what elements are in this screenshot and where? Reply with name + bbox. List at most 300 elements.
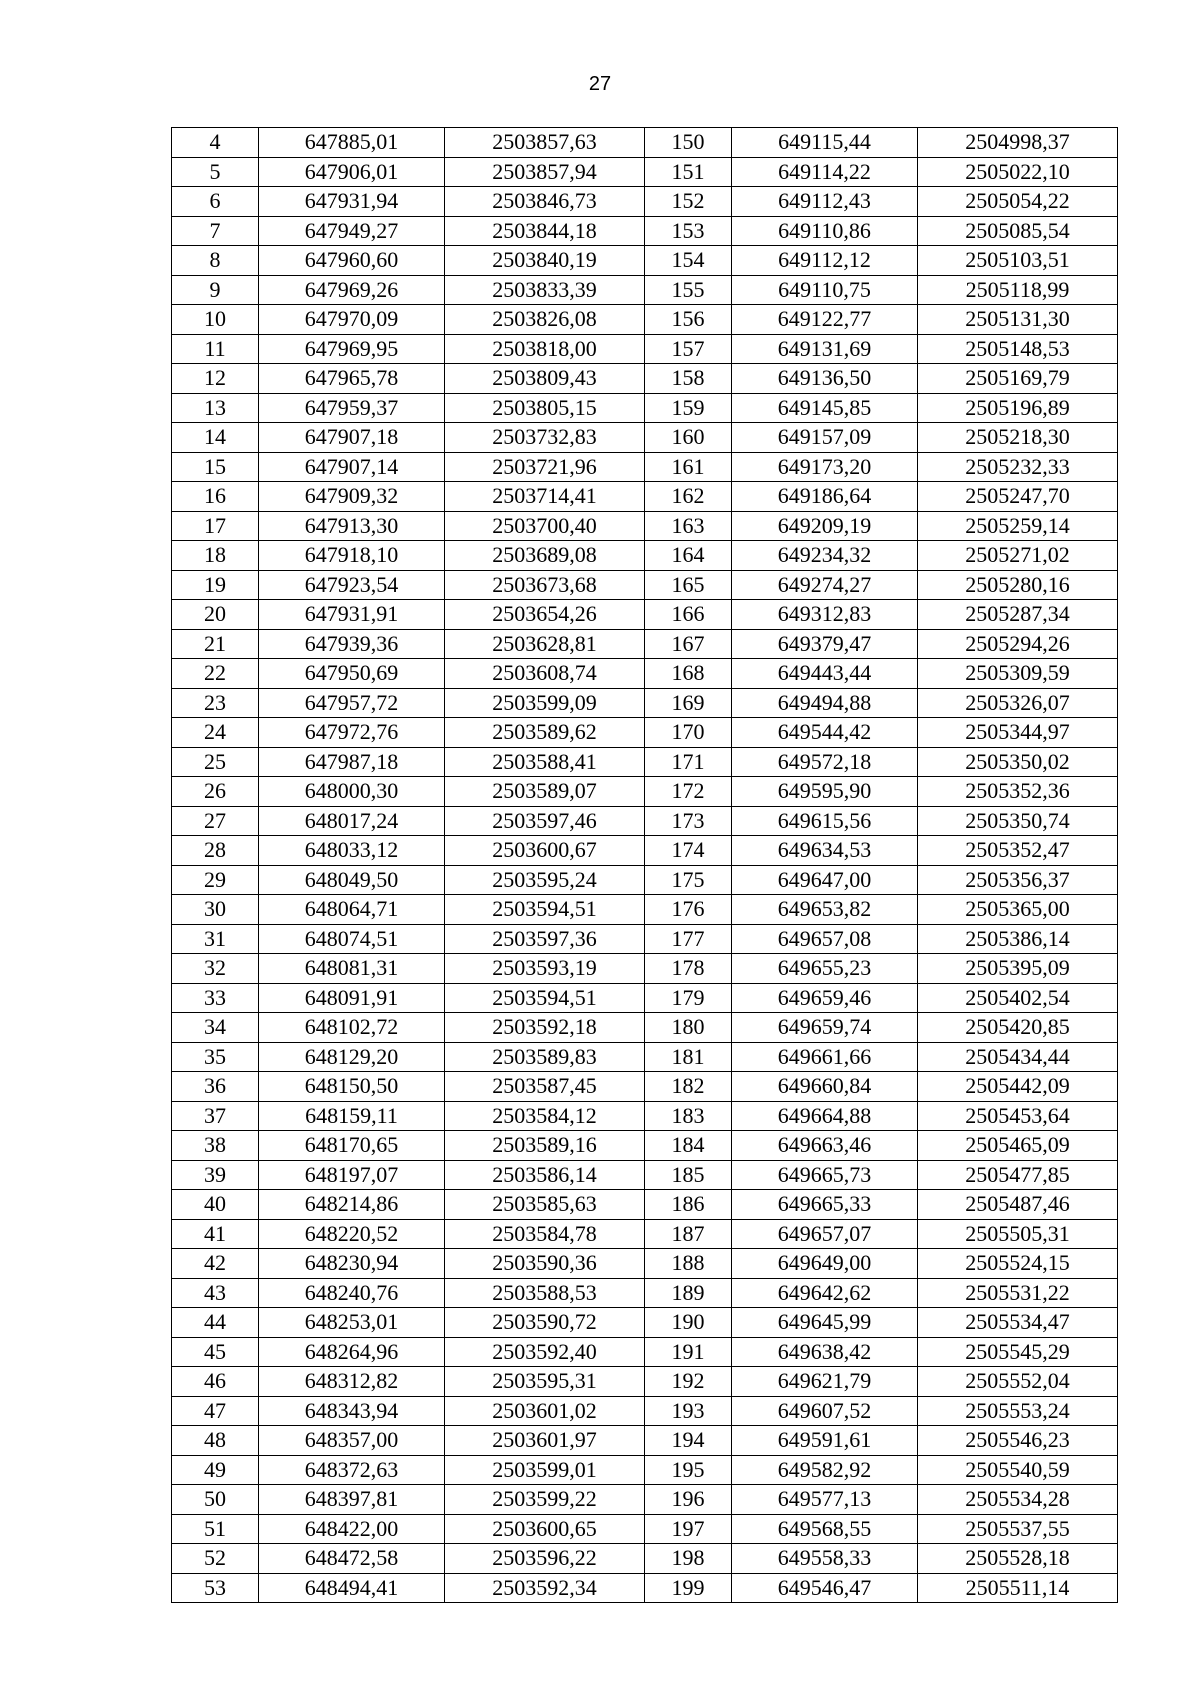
- left-x-coordinate-cell: 648159,11: [259, 1101, 445, 1131]
- right-y-coordinate-cell: 2505247,70: [918, 482, 1118, 512]
- right-x-coordinate-cell: 649577,13: [732, 1485, 918, 1515]
- left-x-coordinate-cell: 647972,76: [259, 718, 445, 748]
- right-y-coordinate-cell: 2505350,74: [918, 806, 1118, 836]
- right-point-number-cell: 188: [645, 1249, 732, 1279]
- table-row: [172, 688, 1118, 718]
- right-y-coordinate-cell: 2505271,02: [918, 541, 1118, 571]
- right-y-coordinate-cell: 2505022,10: [918, 157, 1118, 187]
- right-x-coordinate-cell: 649659,74: [732, 1013, 918, 1043]
- right-x-coordinate-cell: 649110,86: [732, 216, 918, 246]
- table-row: [172, 1514, 1118, 1544]
- right-y-coordinate-cell: 2505528,18: [918, 1544, 1118, 1574]
- right-x-coordinate-cell: 649638,42: [732, 1337, 918, 1367]
- left-x-coordinate-cell: 647957,72: [259, 688, 445, 718]
- right-y-coordinate-cell: 2505453,64: [918, 1101, 1118, 1131]
- coordinates-table: [171, 127, 1118, 1603]
- left-y-coordinate-cell: 2503590,72: [445, 1308, 645, 1338]
- left-y-coordinate-cell: 2503592,40: [445, 1337, 645, 1367]
- left-point-number-cell: 5: [172, 157, 259, 187]
- right-point-number-cell: 182: [645, 1072, 732, 1102]
- right-point-number-cell: 184: [645, 1131, 732, 1161]
- right-x-coordinate-cell: 649665,33: [732, 1190, 918, 1220]
- right-x-coordinate-cell: 649112,12: [732, 246, 918, 276]
- left-y-coordinate-cell: 2503857,63: [445, 128, 645, 158]
- left-x-coordinate-cell: 648049,50: [259, 865, 445, 895]
- left-x-coordinate-cell: 648312,82: [259, 1367, 445, 1397]
- left-x-coordinate-cell: 648494,41: [259, 1573, 445, 1603]
- right-x-coordinate-cell: 649647,00: [732, 865, 918, 895]
- left-x-coordinate-cell: 647959,37: [259, 393, 445, 423]
- right-x-coordinate-cell: 649653,82: [732, 895, 918, 925]
- table-row: [172, 895, 1118, 925]
- table-row: [172, 718, 1118, 748]
- left-y-coordinate-cell: 2503732,83: [445, 423, 645, 453]
- left-x-coordinate-cell: 647960,60: [259, 246, 445, 276]
- left-x-coordinate-cell: 648081,31: [259, 954, 445, 984]
- table-row: [172, 1485, 1118, 1515]
- left-x-coordinate-cell: 648422,00: [259, 1514, 445, 1544]
- left-y-coordinate-cell: 2503601,97: [445, 1426, 645, 1456]
- right-x-coordinate-cell: 649379,47: [732, 629, 918, 659]
- right-point-number-cell: 172: [645, 777, 732, 807]
- table-row: [172, 1190, 1118, 1220]
- table-row: [172, 511, 1118, 541]
- right-x-coordinate-cell: 649209,19: [732, 511, 918, 541]
- right-point-number-cell: 165: [645, 570, 732, 600]
- left-point-number-cell: 30: [172, 895, 259, 925]
- left-y-coordinate-cell: 2503595,24: [445, 865, 645, 895]
- right-x-coordinate-cell: 649114,22: [732, 157, 918, 187]
- left-x-coordinate-cell: 647918,10: [259, 541, 445, 571]
- right-point-number-cell: 156: [645, 305, 732, 335]
- right-x-coordinate-cell: 649157,09: [732, 423, 918, 453]
- table-row: [172, 393, 1118, 423]
- right-point-number-cell: 197: [645, 1514, 732, 1544]
- left-y-coordinate-cell: 2503600,65: [445, 1514, 645, 1544]
- right-point-number-cell: 176: [645, 895, 732, 925]
- left-x-coordinate-cell: 648064,71: [259, 895, 445, 925]
- left-x-coordinate-cell: 647907,14: [259, 452, 445, 482]
- right-point-number-cell: 169: [645, 688, 732, 718]
- right-y-coordinate-cell: 2505294,26: [918, 629, 1118, 659]
- right-x-coordinate-cell: 649645,99: [732, 1308, 918, 1338]
- left-point-number-cell: 51: [172, 1514, 259, 1544]
- right-x-coordinate-cell: 649558,33: [732, 1544, 918, 1574]
- table-row: [172, 423, 1118, 453]
- left-y-coordinate-cell: 2503589,62: [445, 718, 645, 748]
- left-x-coordinate-cell: 647969,95: [259, 334, 445, 364]
- table-row: [172, 1455, 1118, 1485]
- left-y-coordinate-cell: 2503588,41: [445, 747, 645, 777]
- left-point-number-cell: 10: [172, 305, 259, 335]
- right-x-coordinate-cell: 649615,56: [732, 806, 918, 836]
- right-point-number-cell: 179: [645, 983, 732, 1013]
- right-x-coordinate-cell: 649607,52: [732, 1396, 918, 1426]
- right-y-coordinate-cell: 2505395,09: [918, 954, 1118, 984]
- left-y-coordinate-cell: 2503600,67: [445, 836, 645, 866]
- right-point-number-cell: 163: [645, 511, 732, 541]
- table-row: [172, 1131, 1118, 1161]
- right-x-coordinate-cell: 649112,43: [732, 187, 918, 217]
- right-y-coordinate-cell: 2505534,28: [918, 1485, 1118, 1515]
- left-point-number-cell: 17: [172, 511, 259, 541]
- right-point-number-cell: 189: [645, 1278, 732, 1308]
- right-y-coordinate-cell: 2505524,15: [918, 1249, 1118, 1279]
- left-x-coordinate-cell: 648074,51: [259, 924, 445, 954]
- left-x-coordinate-cell: 647939,36: [259, 629, 445, 659]
- right-y-coordinate-cell: 2505169,79: [918, 364, 1118, 394]
- right-y-coordinate-cell: 2505531,22: [918, 1278, 1118, 1308]
- table-row: [172, 452, 1118, 482]
- right-point-number-cell: 199: [645, 1573, 732, 1603]
- left-y-coordinate-cell: 2503857,94: [445, 157, 645, 187]
- table-row: [172, 1573, 1118, 1603]
- left-x-coordinate-cell: 648230,94: [259, 1249, 445, 1279]
- right-x-coordinate-cell: 649649,00: [732, 1249, 918, 1279]
- left-point-number-cell: 13: [172, 393, 259, 423]
- table-row: [172, 777, 1118, 807]
- right-y-coordinate-cell: 2505350,02: [918, 747, 1118, 777]
- table-row: [172, 1042, 1118, 1072]
- left-y-coordinate-cell: 2503818,00: [445, 334, 645, 364]
- right-y-coordinate-cell: 2505540,59: [918, 1455, 1118, 1485]
- left-point-number-cell: 48: [172, 1426, 259, 1456]
- right-y-coordinate-cell: 2505131,30: [918, 305, 1118, 335]
- left-y-coordinate-cell: 2503721,96: [445, 452, 645, 482]
- left-y-coordinate-cell: 2503589,83: [445, 1042, 645, 1072]
- right-x-coordinate-cell: 649312,83: [732, 600, 918, 630]
- right-x-coordinate-cell: 649621,79: [732, 1367, 918, 1397]
- right-y-coordinate-cell: 2505196,89: [918, 393, 1118, 423]
- left-point-number-cell: 26: [172, 777, 259, 807]
- left-point-number-cell: 44: [172, 1308, 259, 1338]
- table-row: [172, 659, 1118, 689]
- table-row: [172, 954, 1118, 984]
- left-y-coordinate-cell: 2503592,18: [445, 1013, 645, 1043]
- right-point-number-cell: 175: [645, 865, 732, 895]
- coordinates-table-body: [172, 128, 1118, 1603]
- left-point-number-cell: 33: [172, 983, 259, 1013]
- left-point-number-cell: 19: [172, 570, 259, 600]
- right-y-coordinate-cell: 2505386,14: [918, 924, 1118, 954]
- left-point-number-cell: 6: [172, 187, 259, 217]
- left-point-number-cell: 52: [172, 1544, 259, 1574]
- left-point-number-cell: 39: [172, 1160, 259, 1190]
- left-y-coordinate-cell: 2503597,46: [445, 806, 645, 836]
- right-y-coordinate-cell: 2505545,29: [918, 1337, 1118, 1367]
- table-row: [172, 836, 1118, 866]
- left-x-coordinate-cell: 648472,58: [259, 1544, 445, 1574]
- left-point-number-cell: 28: [172, 836, 259, 866]
- right-point-number-cell: 190: [645, 1308, 732, 1338]
- table-row: [172, 157, 1118, 187]
- right-x-coordinate-cell: 649131,69: [732, 334, 918, 364]
- left-point-number-cell: 53: [172, 1573, 259, 1603]
- left-x-coordinate-cell: 648220,52: [259, 1219, 445, 1249]
- left-point-number-cell: 16: [172, 482, 259, 512]
- right-point-number-cell: 191: [645, 1337, 732, 1367]
- left-x-coordinate-cell: 647907,18: [259, 423, 445, 453]
- right-y-coordinate-cell: 2505511,14: [918, 1573, 1118, 1603]
- table-row: [172, 806, 1118, 836]
- left-x-coordinate-cell: 647950,69: [259, 659, 445, 689]
- left-point-number-cell: 15: [172, 452, 259, 482]
- right-x-coordinate-cell: 649568,55: [732, 1514, 918, 1544]
- right-point-number-cell: 162: [645, 482, 732, 512]
- left-y-coordinate-cell: 2503714,41: [445, 482, 645, 512]
- left-point-number-cell: 47: [172, 1396, 259, 1426]
- right-point-number-cell: 155: [645, 275, 732, 305]
- right-y-coordinate-cell: 2505287,34: [918, 600, 1118, 630]
- left-y-coordinate-cell: 2503587,45: [445, 1072, 645, 1102]
- left-x-coordinate-cell: 647987,18: [259, 747, 445, 777]
- table-row: [172, 246, 1118, 276]
- right-x-coordinate-cell: 649663,46: [732, 1131, 918, 1161]
- left-point-number-cell: 50: [172, 1485, 259, 1515]
- left-x-coordinate-cell: 648129,20: [259, 1042, 445, 1072]
- right-y-coordinate-cell: 2505553,24: [918, 1396, 1118, 1426]
- left-y-coordinate-cell: 2503595,31: [445, 1367, 645, 1397]
- right-point-number-cell: 194: [645, 1426, 732, 1456]
- table-row: [172, 216, 1118, 246]
- table-row: [172, 629, 1118, 659]
- table-row: [172, 570, 1118, 600]
- left-point-number-cell: 37: [172, 1101, 259, 1131]
- right-x-coordinate-cell: 649173,20: [732, 452, 918, 482]
- left-point-number-cell: 32: [172, 954, 259, 984]
- table-row: [172, 482, 1118, 512]
- left-point-number-cell: 4: [172, 128, 259, 158]
- left-y-coordinate-cell: 2503594,51: [445, 983, 645, 1013]
- right-y-coordinate-cell: 2505259,14: [918, 511, 1118, 541]
- left-y-coordinate-cell: 2503596,22: [445, 1544, 645, 1574]
- right-point-number-cell: 174: [645, 836, 732, 866]
- right-x-coordinate-cell: 649443,44: [732, 659, 918, 689]
- right-y-coordinate-cell: 2505309,59: [918, 659, 1118, 689]
- left-point-number-cell: 45: [172, 1337, 259, 1367]
- right-x-coordinate-cell: 649122,77: [732, 305, 918, 335]
- table-row: [172, 600, 1118, 630]
- right-point-number-cell: 198: [645, 1544, 732, 1574]
- left-point-number-cell: 23: [172, 688, 259, 718]
- right-y-coordinate-cell: 2505552,04: [918, 1367, 1118, 1397]
- right-x-coordinate-cell: 649274,27: [732, 570, 918, 600]
- table-row: [172, 1101, 1118, 1131]
- page-number: 27: [588, 73, 612, 95]
- table-row: [172, 364, 1118, 394]
- right-x-coordinate-cell: 649655,23: [732, 954, 918, 984]
- table-row: [172, 1013, 1118, 1043]
- right-point-number-cell: 193: [645, 1396, 732, 1426]
- right-point-number-cell: 166: [645, 600, 732, 630]
- left-point-number-cell: 31: [172, 924, 259, 954]
- right-y-coordinate-cell: 2505402,54: [918, 983, 1118, 1013]
- left-x-coordinate-cell: 647923,54: [259, 570, 445, 600]
- table-row: [172, 275, 1118, 305]
- left-x-coordinate-cell: 648150,50: [259, 1072, 445, 1102]
- right-y-coordinate-cell: 2505054,22: [918, 187, 1118, 217]
- right-y-coordinate-cell: 2505465,09: [918, 1131, 1118, 1161]
- right-point-number-cell: 178: [645, 954, 732, 984]
- left-point-number-cell: 24: [172, 718, 259, 748]
- left-y-coordinate-cell: 2503588,53: [445, 1278, 645, 1308]
- right-point-number-cell: 168: [645, 659, 732, 689]
- left-y-coordinate-cell: 2503826,08: [445, 305, 645, 335]
- table-row: [172, 1426, 1118, 1456]
- right-y-coordinate-cell: 2505218,30: [918, 423, 1118, 453]
- left-x-coordinate-cell: 648033,12: [259, 836, 445, 866]
- right-y-coordinate-cell: 2505546,23: [918, 1426, 1118, 1456]
- left-x-coordinate-cell: 647885,01: [259, 128, 445, 158]
- left-point-number-cell: 29: [172, 865, 259, 895]
- right-point-number-cell: 192: [645, 1367, 732, 1397]
- right-x-coordinate-cell: 649657,08: [732, 924, 918, 954]
- left-y-coordinate-cell: 2503601,02: [445, 1396, 645, 1426]
- right-y-coordinate-cell: 2505356,37: [918, 865, 1118, 895]
- table-row: [172, 747, 1118, 777]
- table-row: [172, 924, 1118, 954]
- left-point-number-cell: 36: [172, 1072, 259, 1102]
- left-x-coordinate-cell: 648091,91: [259, 983, 445, 1013]
- right-point-number-cell: 195: [645, 1455, 732, 1485]
- table-row: [172, 1278, 1118, 1308]
- left-point-number-cell: 14: [172, 423, 259, 453]
- right-y-coordinate-cell: 2505442,09: [918, 1072, 1118, 1102]
- table-row: [172, 128, 1118, 158]
- right-x-coordinate-cell: 649186,64: [732, 482, 918, 512]
- table-row: [172, 541, 1118, 571]
- left-x-coordinate-cell: 648253,01: [259, 1308, 445, 1338]
- left-y-coordinate-cell: 2503593,19: [445, 954, 645, 984]
- left-point-number-cell: 46: [172, 1367, 259, 1397]
- left-x-coordinate-cell: 648264,96: [259, 1337, 445, 1367]
- left-y-coordinate-cell: 2503833,39: [445, 275, 645, 305]
- left-point-number-cell: 27: [172, 806, 259, 836]
- left-y-coordinate-cell: 2503590,36: [445, 1249, 645, 1279]
- right-point-number-cell: 183: [645, 1101, 732, 1131]
- right-point-number-cell: 177: [645, 924, 732, 954]
- right-x-coordinate-cell: 649595,90: [732, 777, 918, 807]
- left-y-coordinate-cell: 2503673,68: [445, 570, 645, 600]
- right-y-coordinate-cell: 2505487,46: [918, 1190, 1118, 1220]
- right-x-coordinate-cell: 649642,62: [732, 1278, 918, 1308]
- left-y-coordinate-cell: 2503628,81: [445, 629, 645, 659]
- table-row: [172, 865, 1118, 895]
- left-y-coordinate-cell: 2503584,78: [445, 1219, 645, 1249]
- left-point-number-cell: 40: [172, 1190, 259, 1220]
- left-x-coordinate-cell: 648102,72: [259, 1013, 445, 1043]
- right-x-coordinate-cell: 649572,18: [732, 747, 918, 777]
- left-point-number-cell: 41: [172, 1219, 259, 1249]
- left-y-coordinate-cell: 2503689,08: [445, 541, 645, 571]
- right-point-number-cell: 171: [645, 747, 732, 777]
- right-x-coordinate-cell: 649582,92: [732, 1455, 918, 1485]
- left-x-coordinate-cell: 648197,07: [259, 1160, 445, 1190]
- left-y-coordinate-cell: 2503597,36: [445, 924, 645, 954]
- left-y-coordinate-cell: 2503844,18: [445, 216, 645, 246]
- left-x-coordinate-cell: 648214,86: [259, 1190, 445, 1220]
- table-row: [172, 1308, 1118, 1338]
- right-x-coordinate-cell: 649234,32: [732, 541, 918, 571]
- right-point-number-cell: 160: [645, 423, 732, 453]
- right-point-number-cell: 196: [645, 1485, 732, 1515]
- left-x-coordinate-cell: 648017,24: [259, 806, 445, 836]
- right-point-number-cell: 150: [645, 128, 732, 158]
- right-y-coordinate-cell: 2505085,54: [918, 216, 1118, 246]
- table-row: [172, 1072, 1118, 1102]
- right-point-number-cell: 185: [645, 1160, 732, 1190]
- right-y-coordinate-cell: 2505344,97: [918, 718, 1118, 748]
- left-y-coordinate-cell: 2503584,12: [445, 1101, 645, 1131]
- right-x-coordinate-cell: 649659,46: [732, 983, 918, 1013]
- right-y-coordinate-cell: 2505477,85: [918, 1160, 1118, 1190]
- left-point-number-cell: 9: [172, 275, 259, 305]
- table-row: [172, 1160, 1118, 1190]
- left-point-number-cell: 22: [172, 659, 259, 689]
- right-y-coordinate-cell: 2505352,47: [918, 836, 1118, 866]
- right-x-coordinate-cell: 649544,42: [732, 718, 918, 748]
- left-point-number-cell: 42: [172, 1249, 259, 1279]
- left-y-coordinate-cell: 2503599,09: [445, 688, 645, 718]
- table-row: [172, 1396, 1118, 1426]
- left-point-number-cell: 20: [172, 600, 259, 630]
- right-y-coordinate-cell: 2505534,47: [918, 1308, 1118, 1338]
- table-row: [172, 305, 1118, 335]
- left-point-number-cell: 18: [172, 541, 259, 571]
- left-y-coordinate-cell: 2503840,19: [445, 246, 645, 276]
- left-point-number-cell: 43: [172, 1278, 259, 1308]
- left-x-coordinate-cell: 647949,27: [259, 216, 445, 246]
- left-x-coordinate-cell: 648343,94: [259, 1396, 445, 1426]
- left-x-coordinate-cell: 647931,94: [259, 187, 445, 217]
- left-y-coordinate-cell: 2503654,26: [445, 600, 645, 630]
- left-x-coordinate-cell: 647913,30: [259, 511, 445, 541]
- right-x-coordinate-cell: 649591,61: [732, 1426, 918, 1456]
- right-x-coordinate-cell: 649661,66: [732, 1042, 918, 1072]
- left-y-coordinate-cell: 2503599,01: [445, 1455, 645, 1485]
- right-point-number-cell: 173: [645, 806, 732, 836]
- right-x-coordinate-cell: 649660,84: [732, 1072, 918, 1102]
- left-y-coordinate-cell: 2503608,74: [445, 659, 645, 689]
- table-row: [172, 1367, 1118, 1397]
- right-y-coordinate-cell: 2505148,53: [918, 334, 1118, 364]
- left-point-number-cell: 35: [172, 1042, 259, 1072]
- right-y-coordinate-cell: 2505365,00: [918, 895, 1118, 925]
- right-point-number-cell: 167: [645, 629, 732, 659]
- right-x-coordinate-cell: 649145,85: [732, 393, 918, 423]
- right-point-number-cell: 151: [645, 157, 732, 187]
- left-y-coordinate-cell: 2503589,16: [445, 1131, 645, 1161]
- left-y-coordinate-cell: 2503599,22: [445, 1485, 645, 1515]
- left-x-coordinate-cell: 647906,01: [259, 157, 445, 187]
- right-point-number-cell: 152: [645, 187, 732, 217]
- left-point-number-cell: 7: [172, 216, 259, 246]
- table-row: [172, 983, 1118, 1013]
- left-x-coordinate-cell: 647931,91: [259, 600, 445, 630]
- right-point-number-cell: 186: [645, 1190, 732, 1220]
- left-y-coordinate-cell: 2503805,15: [445, 393, 645, 423]
- table-row: [172, 1544, 1118, 1574]
- right-x-coordinate-cell: 649665,73: [732, 1160, 918, 1190]
- right-y-coordinate-cell: 2505434,44: [918, 1042, 1118, 1072]
- right-point-number-cell: 161: [645, 452, 732, 482]
- right-y-coordinate-cell: 2505352,36: [918, 777, 1118, 807]
- right-y-coordinate-cell: 2505537,55: [918, 1514, 1118, 1544]
- right-x-coordinate-cell: 649657,07: [732, 1219, 918, 1249]
- left-y-coordinate-cell: 2503594,51: [445, 895, 645, 925]
- right-y-coordinate-cell: 2505232,33: [918, 452, 1118, 482]
- right-y-coordinate-cell: 2504998,37: [918, 128, 1118, 158]
